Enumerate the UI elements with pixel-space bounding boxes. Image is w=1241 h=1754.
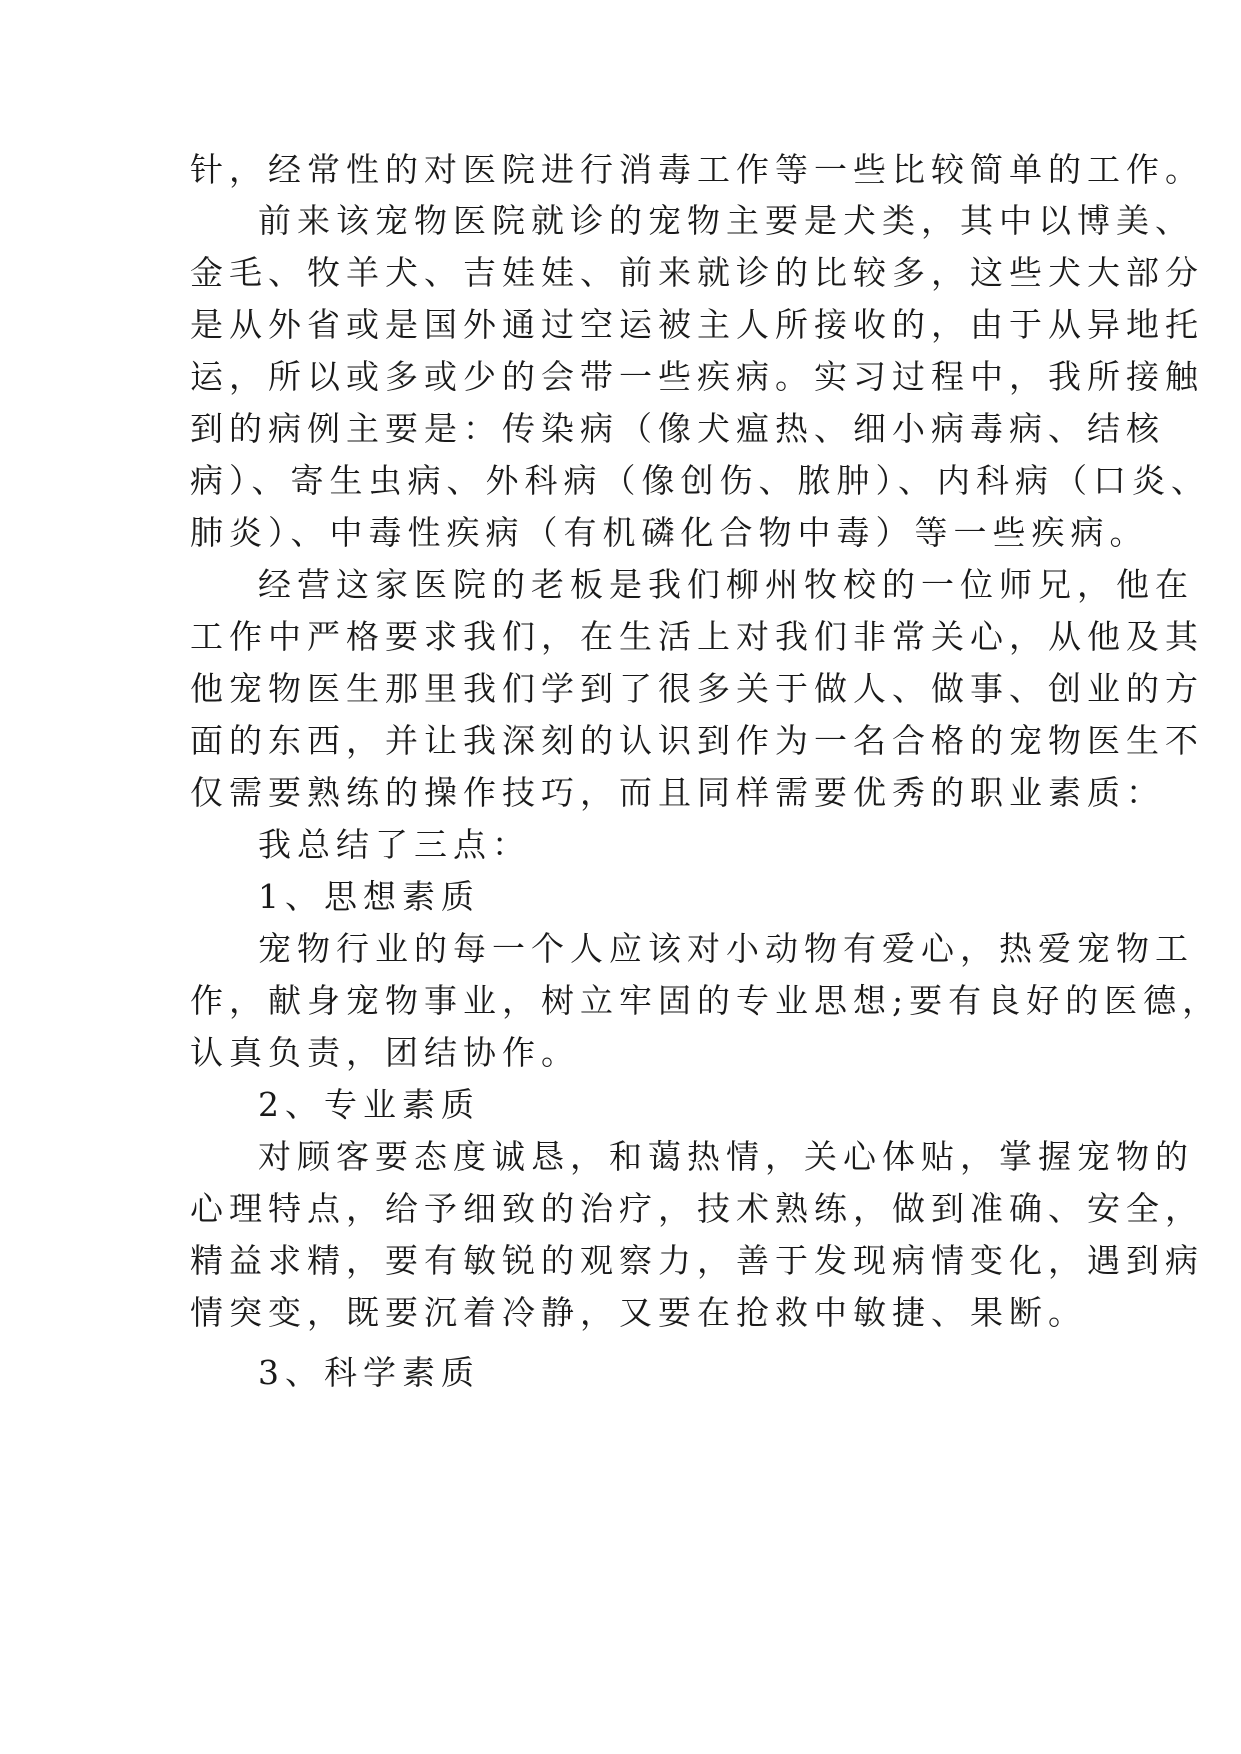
text-line: 精益求精，要有敏锐的观察力，善于发现病情变化，遇到病: [190, 1241, 1204, 1280]
text-line: 认真负责，团结协作。: [190, 1033, 580, 1072]
text-line: 病）、寄生虫病、外科病（像创伤、脓肿）、内科病（口炎、: [190, 461, 1210, 500]
text-line: 宠物行业的每一个人应该对小动物有爱心，热爱宠物工: [258, 929, 1194, 968]
text-line: 作，献身宠物事业，树立牢固的专业思想;要有良好的医德，: [190, 981, 1222, 1020]
section-heading: 1、思想素质: [258, 877, 480, 916]
section-heading: 2、专业素质: [258, 1085, 480, 1124]
text-line: 金毛、牧羊犬、吉娃娃、前来就诊的比较多，这些犬大部分: [190, 253, 1204, 292]
text-line: 前来该宠物医院就诊的宠物主要是犬类，其中以博美、: [258, 201, 1194, 240]
text-line: 他宠物医生那里我们学到了很多关于做人、做事、创业的方: [190, 669, 1204, 708]
text-line: 工作中严格要求我们，在生活上对我们非常关心，从他及其: [190, 617, 1204, 656]
text-line: 仅需要熟练的操作技巧，而且同样需要优秀的职业素质：: [190, 773, 1165, 812]
text-line: 肺炎）、中毒性疾病（有机磷化合物中毒）等一些疾病。: [190, 513, 1149, 552]
text-line: 到的病例主要是：传染病（像犬瘟热、细小病毒病、结核: [190, 409, 1165, 448]
text-line: 是从外省或是国外通过空运被主人所接收的，由于从异地托: [190, 305, 1204, 344]
text-line: 对顾客要态度诚恳，和蔼热情，关心体贴，掌握宠物的: [258, 1137, 1194, 1176]
text-line: 针，经常性的对医院进行消毒工作等一些比较简单的工作。: [190, 150, 1204, 189]
text-line: 面的东西，并让我深刻的认识到作为一名合格的宠物医生不: [190, 721, 1204, 760]
text-line: 情突变，既要沉着冷静，又要在抢救中敏捷、果断。: [190, 1293, 1087, 1332]
text-line: 经营这家医院的老板是我们柳州牧校的一位师兄，他在: [258, 565, 1194, 604]
text-line: 心理特点，给予细致的治疗，技术熟练，做到准确、安全，: [190, 1189, 1204, 1228]
section-heading: 3、科学素质: [258, 1353, 480, 1392]
text-line: 运，所以或多或少的会带一些疾病。实习过程中，我所接触: [190, 357, 1204, 396]
text-line: 我总结了三点：: [258, 825, 531, 864]
